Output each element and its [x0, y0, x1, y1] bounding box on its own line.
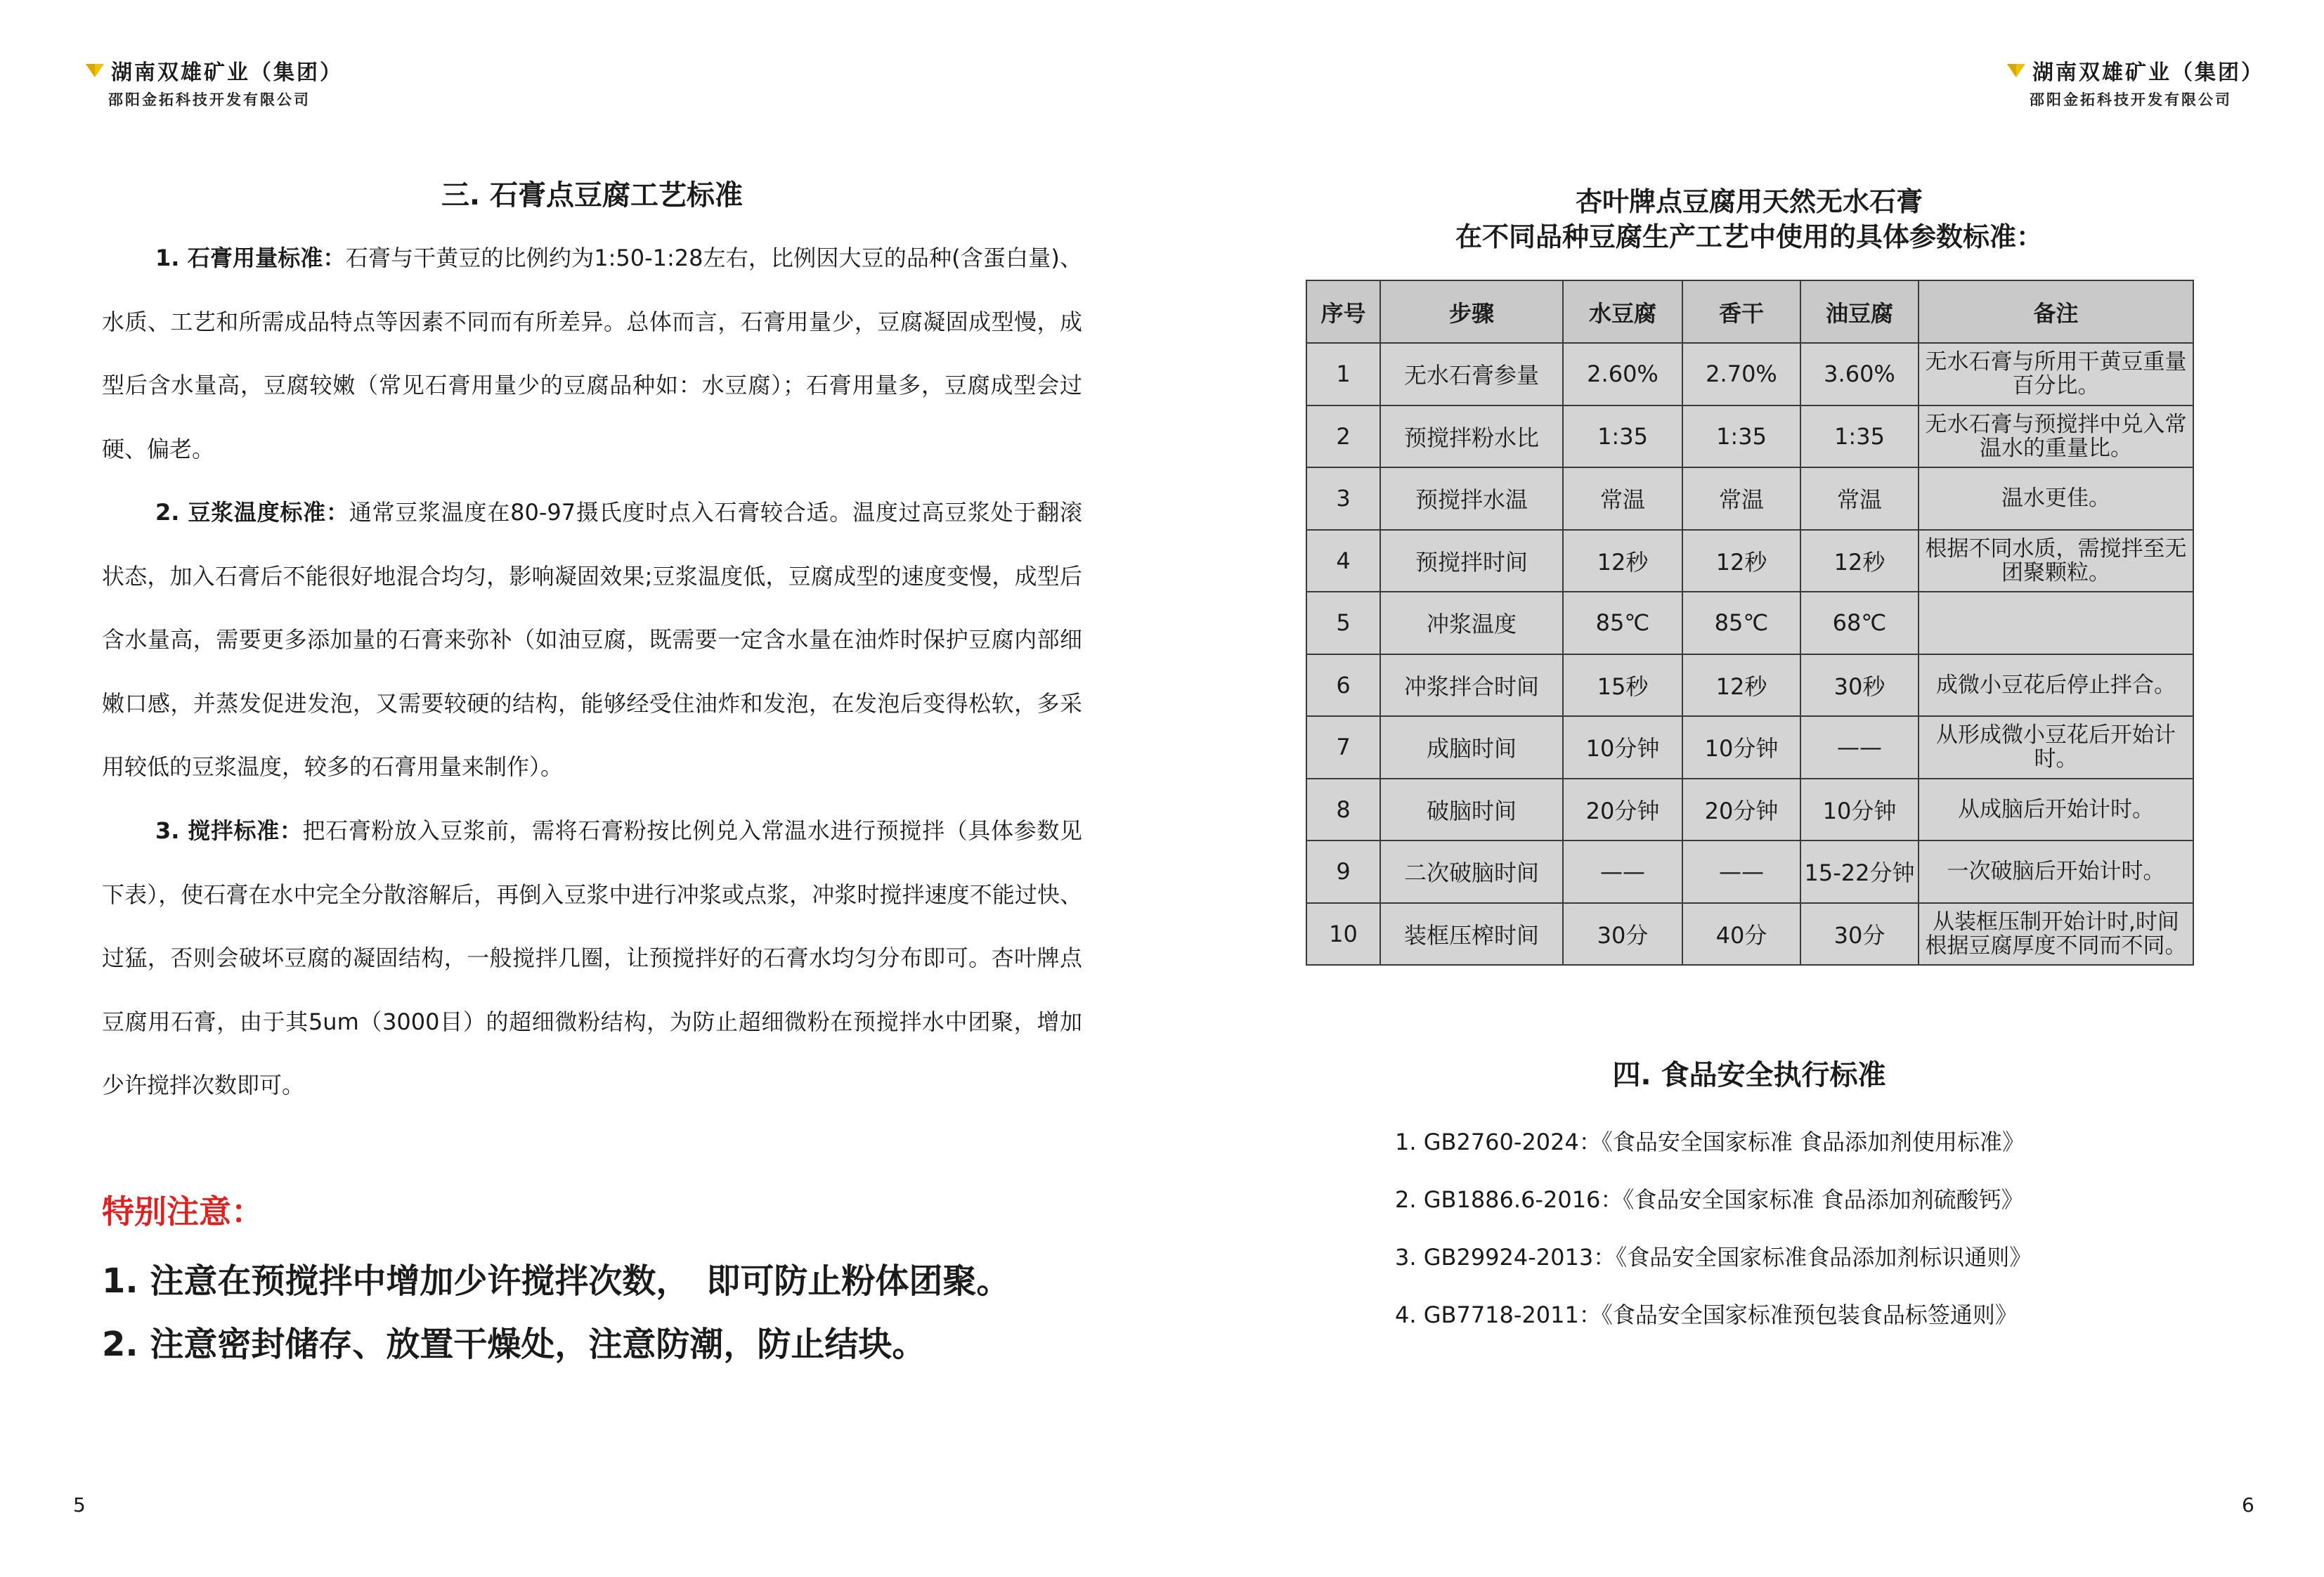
- cell-fried-tofu: ——: [1800, 716, 1919, 779]
- table-title: [1303, 184, 2195, 254]
- cell-fried-tofu: 30分: [1800, 903, 1919, 966]
- cell-step: 装框压榨时间: [1380, 903, 1563, 966]
- cell-step: 二次破脑时间: [1380, 841, 1563, 903]
- table-row: [1306, 841, 2193, 903]
- table-row: [1306, 654, 2193, 717]
- standard-item-4: 4. GB7718-2011：《食品安全国家标准预包装食品标签通则》: [1395, 1302, 2018, 1328]
- cell-index: 9: [1306, 841, 1380, 903]
- subsidiary-name: 邵阳金拓科技开发有限公司: [108, 91, 311, 108]
- cell-index: 6: [1306, 654, 1380, 717]
- section-title: 三. 石膏点豆腐工艺标准: [441, 179, 744, 212]
- cell-dried-tofu: 12秒: [1682, 654, 1800, 717]
- cell-water-tofu: ——: [1563, 841, 1682, 903]
- cell-water-tofu: 10分钟: [1563, 716, 1682, 779]
- standard-item-2: 2. GB1886.6-2016：《食品安全国家标准 食品添加剂硫酸钙》: [1395, 1186, 2024, 1213]
- page-number: 5: [73, 1493, 86, 1517]
- paragraph-text: 通常豆浆温度在80-97摄氏度时点入石膏较合适。温度过高豆浆处于翻滚状态，加入石膏后不能很好地混合均匀，影响凝固效果;豆浆温度低，豆腐成型的速度变慢，成型后含水量高，需要更多添加量的石膏来弥补（如油豆腐，既需要一定含水量在油炸时保护豆腐内部细嫩口感，并蒸发促进发泡，又需要较硬的结构，能够经受住油炸和发泡，在发泡后变得松软，多采用较低的豆浆温度，较多的石膏用量来制作）。: [102, 499, 1082, 781]
- col-header-dried-tofu: 香干: [1682, 280, 1800, 343]
- cell-step: 预搅拌时间: [1380, 530, 1563, 592]
- standard-item-1: 1. GB2760-2024：《食品安全国家标准 食品添加剂使用标准》: [1395, 1129, 2025, 1155]
- company-logo: [2006, 55, 2264, 110]
- cell-step: 成脑时间: [1380, 716, 1563, 779]
- table-title-line-2: 在不同品种豆腐生产工艺中使用的具体参数标准：: [1455, 221, 2043, 252]
- cell-remark: 根据不同水质，需搅拌至无团聚颗粒。: [1919, 530, 2193, 592]
- table-row: [1306, 343, 2193, 405]
- paragraph-3: [102, 799, 1082, 1117]
- cell-fried-tofu: 3.60%: [1800, 343, 1919, 405]
- table-row: [1306, 530, 2193, 592]
- cell-dried-tofu: 40分: [1682, 903, 1800, 966]
- col-header-remark: 备注: [1919, 280, 2193, 343]
- company-name: 湖南双雄矿业（集团）: [111, 60, 343, 85]
- cell-step: 破脑时间: [1380, 779, 1563, 841]
- notice-line-1: 1. 注意在预搅拌中增加少许搅拌次数， 即可防止粉体团聚。: [102, 1261, 1011, 1301]
- company-logo: [84, 55, 343, 110]
- cell-index: 2: [1306, 405, 1380, 468]
- notice-line-2: 2. 注意密封储存、放置干燥处，注意防潮，防止结块。: [102, 1325, 926, 1364]
- cell-dried-tofu: 20分钟: [1682, 779, 1800, 841]
- col-header-fried-tofu: 油豆腐: [1800, 280, 1919, 343]
- col-header-index: 序号: [1306, 280, 1380, 343]
- cell-water-tofu: 30分: [1563, 903, 1682, 966]
- cell-step: 预搅拌粉水比: [1380, 405, 1563, 468]
- cell-step: 预搅拌水温: [1380, 467, 1563, 530]
- cell-dried-tofu: 常温: [1682, 467, 1800, 530]
- cell-fried-tofu: 15-22分钟: [1800, 841, 1919, 903]
- cell-water-tofu: 85℃: [1563, 592, 1682, 654]
- subsidiary-name: 邵阳金拓科技开发有限公司: [2030, 91, 2232, 108]
- cell-index: 7: [1306, 716, 1380, 779]
- cell-fried-tofu: 常温: [1800, 467, 1919, 530]
- table-header-row: [1306, 280, 2193, 343]
- table-row: [1306, 903, 2193, 966]
- cell-remark: 从装框压制开始计时,时间根据豆腐厚度不同而不同。: [1919, 903, 2193, 966]
- cell-water-tofu: 12秒: [1563, 530, 1682, 592]
- paragraph-text: 把石膏粉放入豆浆前，需将石膏粉按比例兑入常温水进行预搅拌（具体参数见下表），使石膏在水中完全分散溶解后，再倒入豆浆中进行冲浆或点浆，冲浆时搅拌速度不能过快、过猛，否则会破坏豆腐的凝固结构，一般搅拌几圈，让预搅拌好的石膏水均匀分布即可。杏叶牌点豆腐用石膏，由于其5um（3000目）的超细微粉结构，为防止超细微粉在预搅拌水中团聚，增加少许搅拌次数即可。: [102, 817, 1082, 1099]
- cell-index: 10: [1306, 903, 1380, 966]
- cell-index: 8: [1306, 779, 1380, 841]
- cell-water-tofu: 15秒: [1563, 654, 1682, 717]
- gem-icon: [2006, 62, 2027, 79]
- paragraph-1: [102, 226, 1082, 481]
- cell-remark: [1919, 592, 2193, 654]
- cell-water-tofu: 2.60%: [1563, 343, 1682, 405]
- paragraph-lead: 2. 豆浆温度标准：: [155, 499, 349, 526]
- cell-step: 冲浆拌合时间: [1380, 654, 1563, 717]
- paragraph-text: 石膏与干黄豆的比例约为1:50-1:28左右，比例因大豆的品种(含蛋白量)、水质、工艺和所需成品特点等因素不同而有所差异。总体而言，石膏用量少，豆腐凝固成型慢，成型后含水量高，豆腐较嫩（常见石膏用量少的豆腐品种如：水豆腐）；石膏用量多，豆腐成型会过硬、偏老。: [102, 245, 1082, 462]
- cell-remark: 从成脑后开始计时。: [1919, 779, 2193, 841]
- standards-title: 四. 食品安全执行标准: [1612, 1059, 1886, 1091]
- paragraph-lead: 1. 石膏用量标准：: [155, 245, 346, 271]
- cell-fried-tofu: 1:35: [1800, 405, 1919, 468]
- cell-remark: 温水更佳。: [1919, 467, 2193, 530]
- page-number: 6: [2242, 1493, 2254, 1517]
- paragraph-lead: 3. 搅拌标准：: [155, 817, 303, 844]
- table-row: [1306, 716, 2193, 779]
- table-title-line-1: 杏叶牌点豆腐用天然无水石膏: [1575, 186, 1923, 217]
- gem-icon: [84, 62, 105, 79]
- cell-water-tofu: 常温: [1563, 467, 1682, 530]
- cell-water-tofu: 1:35: [1563, 405, 1682, 468]
- cell-dried-tofu: 12秒: [1682, 530, 1800, 592]
- table-row: [1306, 467, 2193, 530]
- company-name: 湖南双雄矿业（集团）: [2032, 60, 2264, 85]
- cell-dried-tofu: 2.70%: [1682, 343, 1800, 405]
- cell-fried-tofu: 68℃: [1800, 592, 1919, 654]
- cell-index: 5: [1306, 592, 1380, 654]
- table-row: [1306, 779, 2193, 841]
- col-header-water-tofu: 水豆腐: [1563, 280, 1682, 343]
- table-row: [1306, 405, 2193, 468]
- cell-remark: 无水石膏与所用干黄豆重量百分比。: [1919, 343, 2193, 405]
- cell-index: 3: [1306, 467, 1380, 530]
- cell-fried-tofu: 12秒: [1800, 530, 1919, 592]
- parameter-table: [1306, 280, 2194, 966]
- cell-dried-tofu: ——: [1682, 841, 1800, 903]
- cell-water-tofu: 20分钟: [1563, 779, 1682, 841]
- cell-index: 1: [1306, 343, 1380, 405]
- cell-fried-tofu: 10分钟: [1800, 779, 1919, 841]
- cell-remark: 无水石膏与预搅拌中兑入常温水的重量比。: [1919, 405, 2193, 468]
- cell-remark: 成微小豆花后停止拌合。: [1919, 654, 2193, 717]
- notice-title: 特别注意：: [102, 1193, 264, 1231]
- cell-remark: 从形成微小豆花后开始计时。: [1919, 716, 2193, 779]
- cell-index: 4: [1306, 530, 1380, 592]
- cell-step: 冲浆温度: [1380, 592, 1563, 654]
- cell-remark: 一次破脑后开始计时。: [1919, 841, 2193, 903]
- cell-fried-tofu: 30秒: [1800, 654, 1919, 717]
- col-header-step: 步骤: [1380, 280, 1563, 343]
- cell-dried-tofu: 10分钟: [1682, 716, 1800, 779]
- paragraph-2: [102, 481, 1082, 799]
- cell-step: 无水石膏参量: [1380, 343, 1563, 405]
- cell-dried-tofu: 1:35: [1682, 405, 1800, 468]
- cell-dried-tofu: 85℃: [1682, 592, 1800, 654]
- table-row: [1306, 592, 2193, 654]
- standard-item-3: 3. GB29924-2013：《食品安全国家标准食品添加剂标识通则》: [1395, 1244, 2032, 1271]
